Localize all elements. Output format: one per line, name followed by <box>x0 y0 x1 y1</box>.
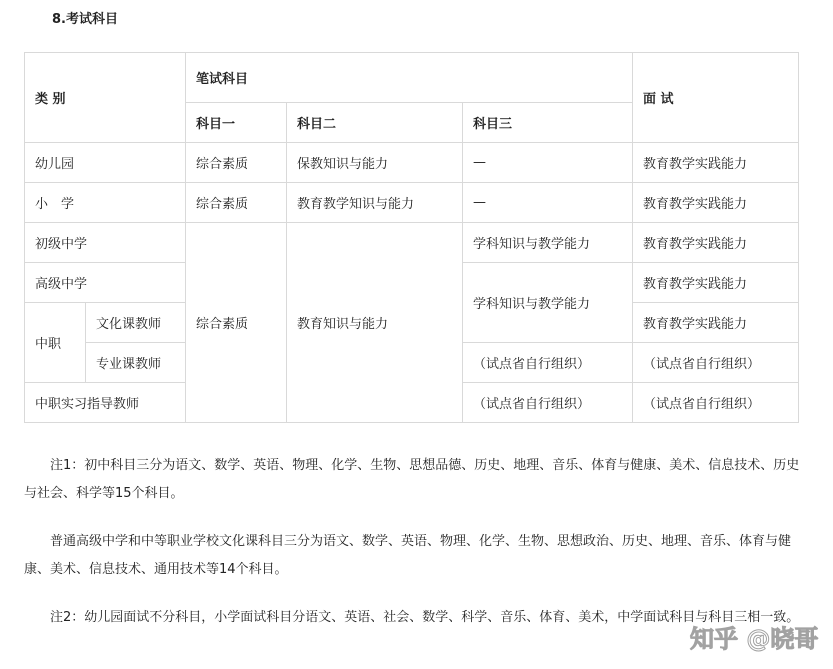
subject-1-cell: 综合素质 <box>186 143 287 183</box>
subcategory-cell: 文化课教师 <box>86 303 186 343</box>
interview-cell: 教育教学实践能力 <box>633 303 799 343</box>
note-2: 注2：幼儿园面试不分科目，小学面试科目分语文、英语、社会、数学、科学、音乐、体育、美术，中学面试科目与科目三相一致。 <box>50 610 800 625</box>
table-row <box>25 143 799 183</box>
subject-2-cell: 保教知识与能力 <box>287 143 463 183</box>
section-title: 8.考试科目 <box>52 12 118 27</box>
header-interview: 面 试 <box>633 53 799 143</box>
note-1: 注1：初中科目三分为语文、数学、英语、物理、化学、生物、思想品德、历史、地理、音乐、体育与健康、美术、信息技术、历史与社会、科学等15个科目。 <box>24 458 800 501</box>
header-category: 类 别 <box>25 53 186 143</box>
subject-3-cell: — <box>463 183 633 223</box>
interview-cell: 教育教学实践能力 <box>633 143 799 183</box>
category-cell: 中职实习指导教师 <box>25 383 186 423</box>
header-written: 笔试科目 <box>186 53 633 103</box>
watermark: 知乎 @晓哥 <box>690 625 819 653</box>
shared-subject-2-cell: 教育知识与能力 <box>287 223 463 423</box>
category-cell: 中职 <box>25 303 86 383</box>
header-subject-2: 科目二 <box>287 103 463 143</box>
interview-cell: 教育教学实践能力 <box>633 263 799 303</box>
subcategory-cell: 专业课教师 <box>86 343 186 383</box>
subject-3-cell: 学科知识与教学能力 <box>463 263 633 343</box>
table-row <box>25 223 799 263</box>
subject-3-cell: （试点省自行组织） <box>463 383 633 423</box>
table-row <box>25 183 799 223</box>
exam-subjects-table <box>24 52 799 423</box>
category-cell: 高级中学 <box>25 263 186 303</box>
subject-3-cell: 学科知识与教学能力 <box>463 223 633 263</box>
category-cell: 初级中学 <box>25 223 186 263</box>
interview-cell: （试点省自行组织） <box>633 383 799 423</box>
header-subject-1: 科目一 <box>186 103 287 143</box>
interview-cell: 教育教学实践能力 <box>633 223 799 263</box>
category-cell: 小 学 <box>25 183 186 223</box>
header-subject-3: 科目三 <box>463 103 633 143</box>
subject-3-cell: — <box>463 143 633 183</box>
subject-1-cell: 综合素质 <box>186 183 287 223</box>
subject-3-cell: （试点省自行组织） <box>463 343 633 383</box>
shared-subject-1-cell: 综合素质 <box>186 223 287 423</box>
subject-2-cell: 教育教学知识与能力 <box>287 183 463 223</box>
interview-cell: 教育教学实践能力 <box>633 183 799 223</box>
note-1-continued: 普通高级中学和中等职业学校文化课科目三分为语文、数学、英语、物理、化学、生物、思想政治、历史、地理、音乐、体育与健康、美术、信息技术、通用技术等14个科目。 <box>24 534 792 577</box>
category-cell: 幼儿园 <box>25 143 186 183</box>
interview-cell: （试点省自行组织） <box>633 343 799 383</box>
